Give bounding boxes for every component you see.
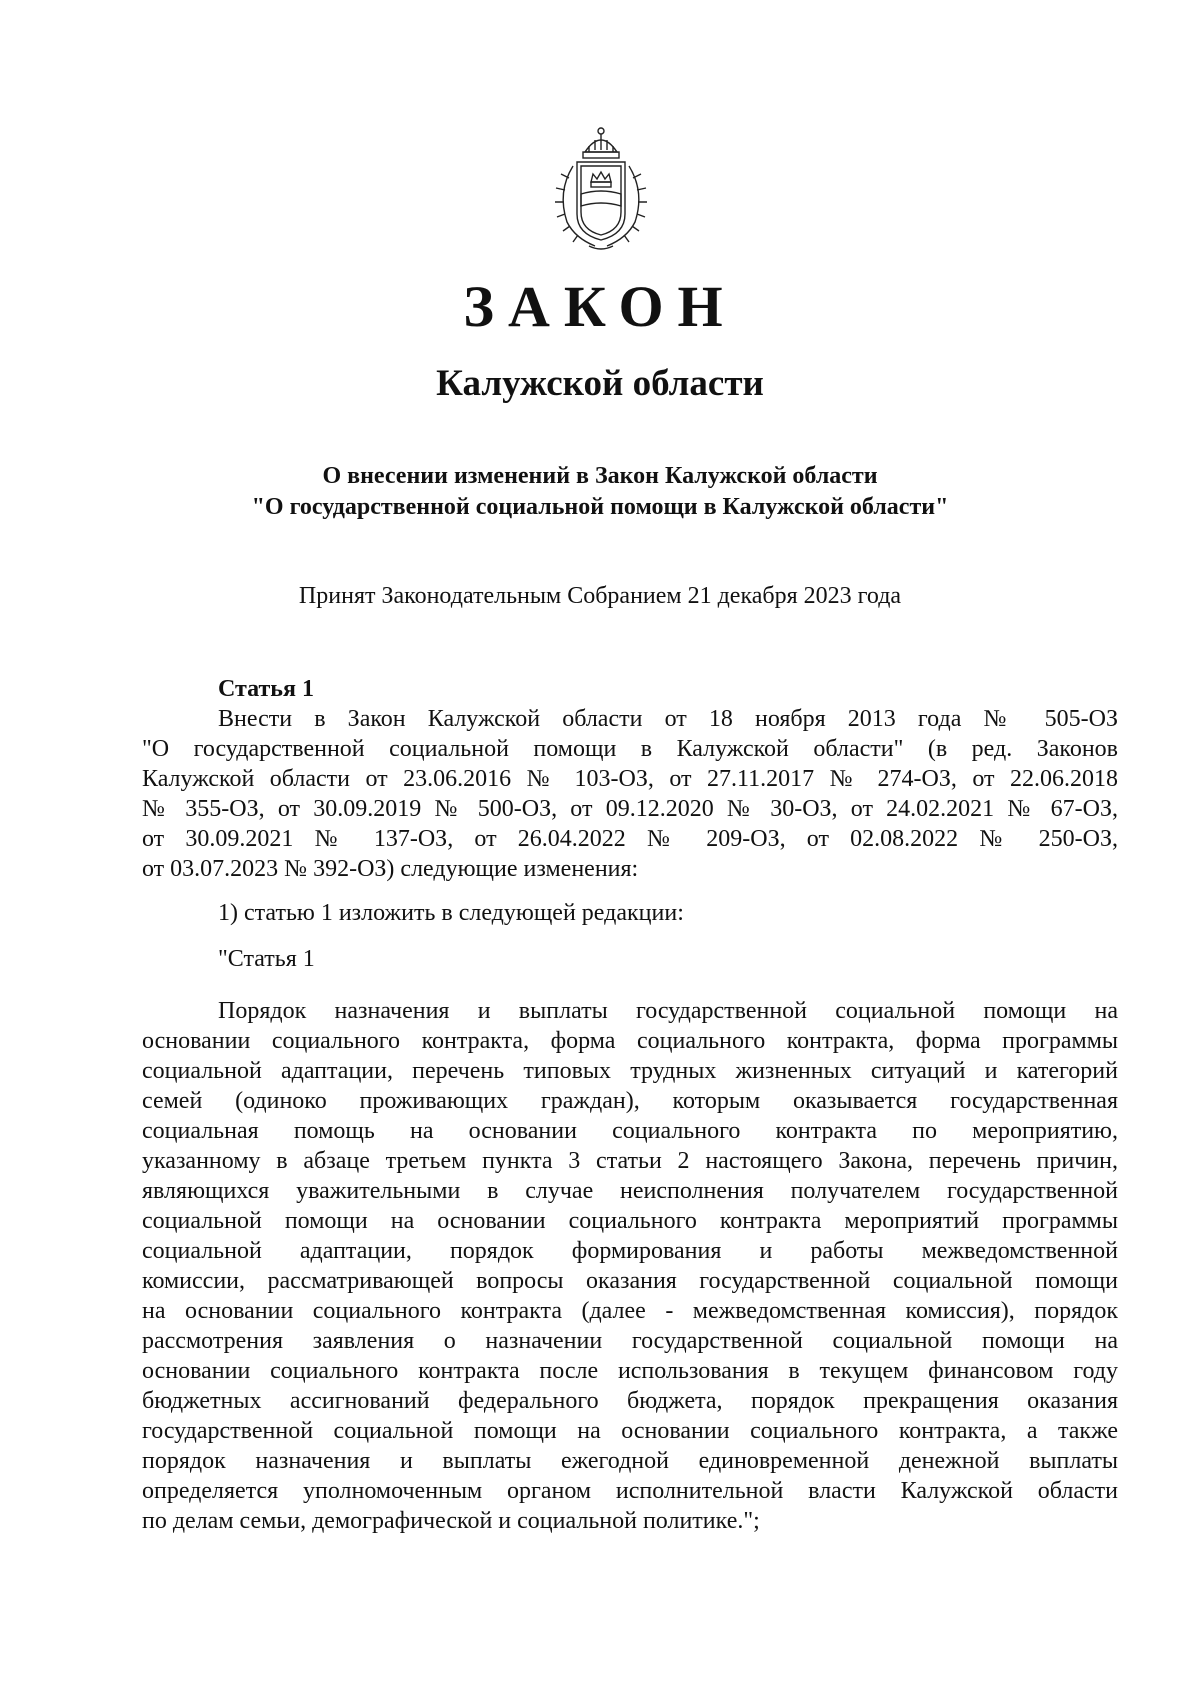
text-line: рассмотрения заявления о назначении государственной социальной помощи на	[142, 1328, 1118, 1354]
article-title: Статья 1	[218, 676, 314, 702]
text-line: социальной адаптации, порядок формирования и работы межведомственной	[142, 1238, 1118, 1264]
text-line: комиссии, рассматривающей вопросы оказания государственной социальной помощи	[142, 1268, 1118, 1294]
region-subtitle: Калужской области	[436, 363, 764, 404]
text-line: указанному в абзаце третьем пункта 3 статьи 2 настоящего Закона, перечень причин,	[142, 1148, 1118, 1174]
law-heading	[0, 461, 1200, 523]
text-line: основании социального контракта после использования в текущем финансовом году	[142, 1358, 1118, 1384]
text-line: социальной помощи на основании социального контракта мероприятий программы	[142, 1208, 1118, 1234]
adoption-note: Принят Законодательным Собранием 21 декабря 2023 года	[298, 583, 902, 609]
coat-of-arms-icon	[545, 122, 657, 252]
text-line: Порядок назначения и выплаты государственной социальной помощи на	[218, 998, 1118, 1024]
text-line: от 30.09.2021 № 137-ОЗ, от 26.04.2022 № 209-ОЗ, от 02.08.2022 № 250-ОЗ,	[142, 826, 1118, 852]
text-line: социальной адаптации, перечень типовых трудных жизненных ситуаций и категорий	[142, 1058, 1118, 1084]
law-heading-line: О внесении изменений в Закон Калужской области	[322, 463, 878, 489]
text-line: основании социального контракта, форма социального контракта, форма программы	[142, 1028, 1118, 1054]
text-line: бюджетных ассигнований федерального бюджета, порядок прекращения оказания	[142, 1388, 1118, 1414]
text-line: Калужской области от 23.06.2016 № 103-ОЗ, от 27.11.2017 № 274-ОЗ, от 22.06.2018	[142, 766, 1118, 792]
text-line: по делам семьи, демографической и социальной политике.";	[142, 1508, 760, 1534]
document-title: ЗАКОН	[463, 274, 737, 339]
text-line: определяется уполномоченным органом исполнительной власти Калужской области	[142, 1478, 1118, 1504]
text-line: социальная помощь на основании социального контракта по мероприятию,	[142, 1118, 1118, 1144]
text-line: на основании социального контракта (далее - межведомственная комиссия), порядок	[142, 1298, 1118, 1324]
quoted-article-title: "Статья 1	[218, 946, 315, 972]
quoted-article-text	[142, 996, 1118, 1536]
text-line: от 03.07.2023 № 392-ОЗ) следующие изменения:	[142, 856, 639, 882]
text-line: семей (одиноко проживающих граждан), которым оказывается государственная	[142, 1088, 1118, 1114]
amendment-item: 1) статью 1 изложить в следующей редакции:	[218, 900, 684, 926]
text-line: Внести в Закон Калужской области от 18 ноября 2013 года № 505-ОЗ	[218, 706, 1118, 732]
article-intro	[142, 704, 1118, 884]
text-line: № 355-ОЗ, от 30.09.2019 № 500-ОЗ, от 09.12.2020 № 30-ОЗ, от 24.02.2021 № 67-ОЗ,	[142, 796, 1118, 822]
text-line: являющихся уважительными в случае неисполнения получателем государственной	[142, 1178, 1118, 1204]
text-line: "О государственной социальной помощи в Калужской области" (в ред. Законов	[142, 736, 1118, 762]
text-line: государственной социальной помощи на основании социального контракта, а также	[142, 1418, 1118, 1444]
document-body	[142, 674, 1118, 1536]
text-line: порядок назначения и выплаты ежегодной единовременной денежной выплаты	[142, 1448, 1118, 1474]
law-heading-line: "О государственной социальной помощи в Калужской области"	[251, 494, 949, 520]
